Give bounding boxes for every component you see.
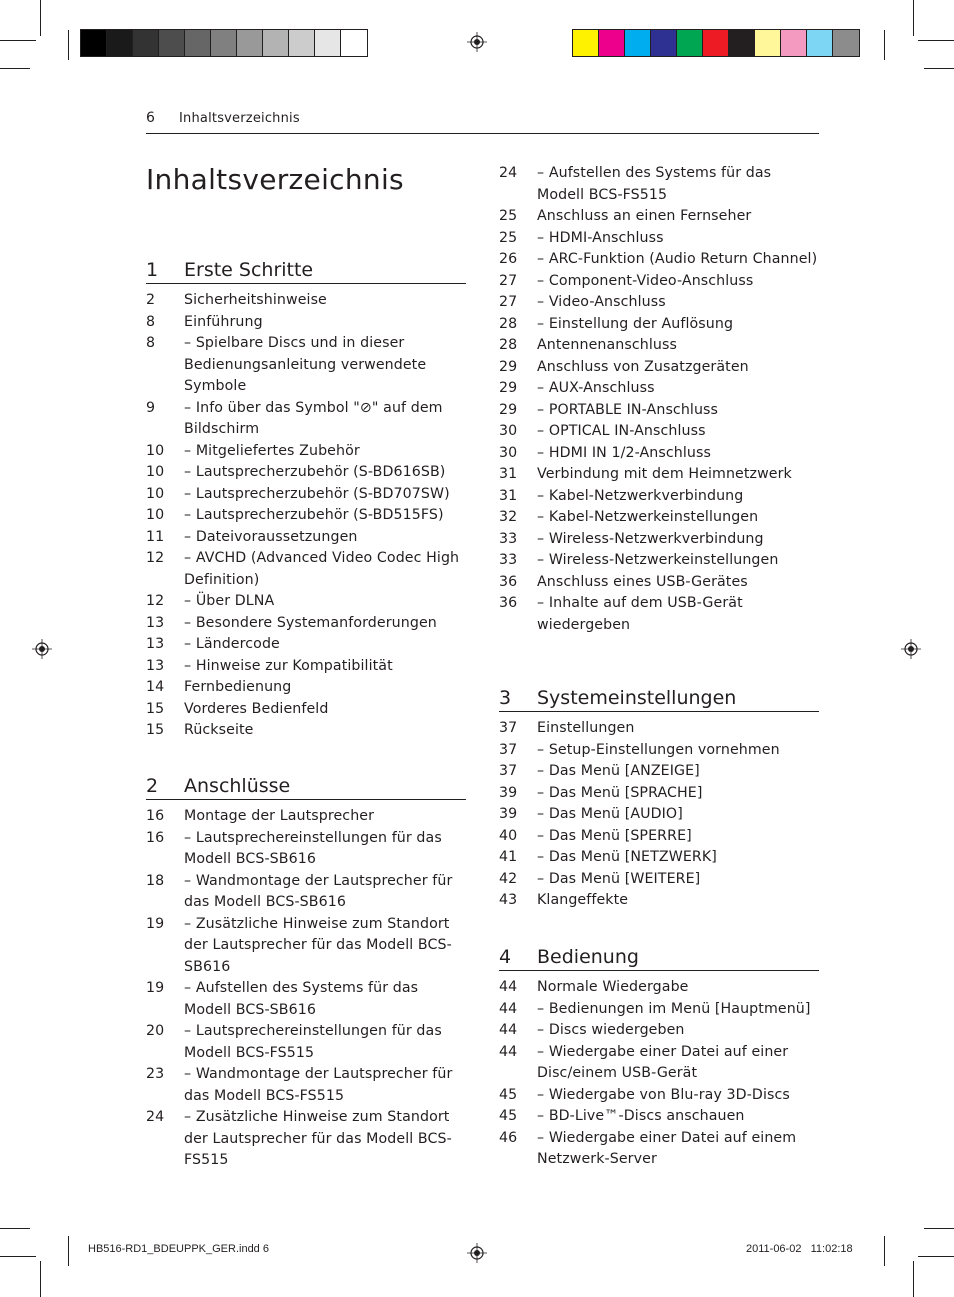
toc-entry-page: 26 [499, 251, 518, 267]
toc-entry-list [146, 290, 468, 742]
toc-entry-page: 40 [499, 827, 518, 844]
toc-entry-page: 45 [499, 1108, 518, 1124]
toc-entry-text: – OPTICAL IN-Anschluss [537, 421, 821, 443]
toc-entry [146, 806, 468, 828]
toc-entry [146, 828, 468, 871]
toc-entry-text: – ARC-Funktion (Audio Return Channel) [537, 249, 821, 271]
toc-entry [499, 529, 821, 551]
toc-entry [499, 421, 821, 443]
crop-mark [0, 40, 36, 41]
crop-mark [918, 1256, 954, 1257]
toc-entry [499, 593, 821, 636]
toc-entry-text: – Zusätzliche Hinweise zum Standort der Lautsprecher für das Modell BCS-FS515 [184, 1107, 468, 1172]
toc-entry-text: Antennenanschluss [537, 337, 677, 353]
toc-entry-text: – AVCHD (Advanced Video Codec High Definition) [184, 548, 468, 591]
toc-entry [146, 462, 468, 484]
toc-entry-text: – Inhalte auf dem USB-Gerät wiedergeben [537, 593, 821, 636]
gray-swatch [159, 30, 185, 56]
process-color-bar [572, 29, 860, 57]
toc-entry-page: 27 [499, 294, 518, 310]
slug-line [68, 30, 69, 60]
toc-entry-page: 11 [146, 528, 165, 545]
toc-entry-page: 28 [499, 337, 518, 353]
toc-entry [146, 978, 468, 1021]
toc-section-2 [146, 775, 466, 1168]
toc-entry-page: 33 [499, 552, 518, 568]
toc-entry-text: – Zusätzliche Hinweise zum Standort der Lautsprecher für das Modell BCS-SB616 [184, 914, 468, 979]
toc-entry [146, 591, 468, 613]
toc-entry-text: Verbindung mit dem Heimnetzwerk [537, 466, 792, 482]
section-heading [499, 946, 819, 971]
grayscale-color-bar [80, 29, 368, 57]
section-number: 2 [146, 775, 159, 797]
color-swatch [755, 30, 781, 56]
toc-entry [499, 357, 821, 379]
toc-entry [146, 1021, 468, 1064]
toc-entry-text: – Wireless-Netzwerkverbindung [537, 529, 821, 551]
gray-swatch [263, 30, 289, 56]
toc-entry-page: 14 [146, 679, 165, 695]
toc-entry-text: – Das Menü [AUDIO] [537, 804, 821, 826]
toc-entry-text: Anschluss von Zusatzgeräten [537, 358, 749, 375]
toc-entry-text: – Wireless-Netzwerkeinstellungen [537, 550, 821, 572]
toc-entry [499, 890, 821, 912]
toc-entry-text: Sicherheitshinweise [184, 292, 327, 308]
registration-mark-icon [467, 32, 487, 52]
toc-entry-page: 27 [499, 272, 518, 289]
color-swatch [807, 30, 833, 56]
gray-swatch [315, 30, 341, 56]
crop-mark [40, 1261, 41, 1297]
toc-entry-page: 25 [499, 208, 518, 224]
toc-entry-page: 30 [499, 444, 518, 461]
toc-entry [499, 271, 821, 293]
toc-entry [499, 486, 821, 508]
toc-entry-page: 44 [499, 1022, 518, 1038]
toc-entry-page: 37 [499, 720, 518, 736]
toc-entry [146, 720, 468, 742]
toc-entry-page: 15 [146, 722, 165, 738]
toc-entry-page: 13 [146, 614, 165, 631]
toc-entry [499, 464, 821, 486]
toc-entry-page: 43 [499, 892, 518, 908]
toc-entry-page: 33 [499, 530, 518, 547]
gray-swatch [81, 30, 107, 56]
toc-entry-text: – HDMI IN 1/2-Anschluss [537, 443, 821, 465]
toc-entry-text: – Das Menü [SPERRE] [537, 826, 821, 848]
toc-entry-page: 10 [146, 464, 165, 480]
toc-entry [146, 398, 468, 441]
toc-entry-page: 28 [499, 315, 518, 332]
toc-entry-page: 23 [146, 1066, 165, 1082]
toc-entry [499, 443, 821, 465]
toc-entry [499, 783, 821, 805]
toc-entry [146, 312, 468, 334]
toc-entry-text: – Discs wiedergeben [537, 1020, 821, 1042]
toc-entry-text: – Lautsprechereinstellungen für das Modell BCS-FS515 [184, 1021, 468, 1064]
toc-entry-page: 29 [499, 401, 518, 418]
gray-swatch [107, 30, 133, 56]
slug-line [884, 30, 885, 60]
section-title: Systemeinstellungen [537, 687, 737, 709]
slug-line [924, 1228, 954, 1229]
toc-entry [146, 699, 468, 721]
color-swatch [703, 30, 729, 56]
color-swatch [625, 30, 651, 56]
page-number: 6 [146, 110, 155, 126]
toc-entry [499, 206, 821, 228]
gray-swatch [289, 30, 315, 56]
toc-entry-page: 44 [499, 1000, 518, 1017]
toc-entry [146, 1064, 468, 1107]
toc-entry [499, 740, 821, 762]
color-swatch [677, 30, 703, 56]
page-title: Inhaltsverzeichnis [146, 163, 404, 196]
toc-entry-page: 31 [499, 466, 518, 482]
toc-entry-text: – Component-Video-Anschluss [537, 271, 821, 293]
toc-entry-page: 24 [499, 165, 518, 181]
section-number: 3 [499, 687, 512, 709]
toc-entry [499, 163, 821, 206]
color-swatch [833, 30, 859, 56]
toc-entry-text: – Info über das Symbol "⊘" auf dem Bildschirm [184, 398, 468, 441]
toc-entry-page: 13 [146, 636, 165, 652]
toc-entry [146, 505, 468, 527]
running-title: Inhaltsverzeichnis [179, 111, 300, 126]
slug-line [884, 1236, 885, 1266]
toc-entry [146, 484, 468, 506]
toc-entry-page: 32 [499, 509, 518, 525]
toc-entry-page: 46 [499, 1129, 518, 1146]
section-heading [146, 775, 466, 800]
toc-entry-text: Montage der Lautsprecher [184, 808, 375, 824]
toc-entry [146, 333, 468, 398]
toc-entry [146, 613, 468, 635]
toc-entry [499, 292, 821, 314]
toc-entry-text: – PORTABLE IN-Anschluss [537, 400, 821, 422]
toc-entry [146, 548, 468, 591]
section-heading [146, 259, 466, 284]
toc-entry [499, 249, 821, 271]
toc-entry-page: 16 [146, 829, 165, 846]
registration-mark-icon [901, 639, 921, 659]
toc-entry-page: 19 [146, 980, 165, 996]
toc-entry-text: – Einstellung der Auflösung [537, 314, 821, 336]
section-title: Erste Schritte [184, 259, 314, 281]
toc-entry-page: 10 [146, 442, 165, 459]
crop-mark [918, 40, 954, 41]
toc-entry-text: – HDMI-Anschluss [537, 228, 821, 250]
toc-entry [499, 314, 821, 336]
toc-entry-text: – Bedienungen im Menü [Hauptmenü] [537, 999, 821, 1021]
toc-entry-page: 15 [146, 700, 165, 717]
toc-entry [499, 761, 821, 783]
toc-entry-text: – Das Menü [ANZEIGE] [537, 761, 821, 783]
toc-entry-page: 30 [499, 423, 518, 439]
toc-entry [146, 527, 468, 549]
toc-entry-text: – Kabel-Netzwerkeinstellungen [537, 507, 821, 529]
toc-entry [499, 378, 821, 400]
toc-entry-list [499, 977, 821, 1171]
toc-entry-list [499, 718, 821, 912]
toc-entry-page: 2 [146, 292, 156, 308]
toc-entry [499, 228, 821, 250]
crop-mark [913, 0, 914, 36]
toc-section-1 [146, 259, 466, 738]
gray-swatch [211, 30, 237, 56]
toc-entry [499, 1042, 821, 1085]
toc-entry [499, 869, 821, 891]
toc-entry [499, 1106, 821, 1128]
toc-entry-page: 29 [499, 380, 518, 396]
toc-entry [146, 634, 468, 656]
toc-entry [499, 999, 821, 1021]
toc-entry-text: Klangeffekte [537, 892, 629, 908]
toc-entry [146, 441, 468, 463]
color-swatch [599, 30, 625, 56]
toc-entry-text: – Wiedergabe einer Datei auf einer Disc/einem USB-Gerät [537, 1042, 821, 1085]
toc-entry [499, 572, 821, 594]
section-number: 1 [146, 259, 159, 281]
toc-entry-text: – Lautsprechereinstellungen für das Modell BCS-SB616 [184, 828, 468, 871]
toc-entry-page: 25 [499, 229, 518, 246]
toc-entry-text: Anschluss an einen Fernseher [537, 208, 752, 224]
toc-entry-page: 31 [499, 487, 518, 504]
crop-mark [913, 1261, 914, 1297]
toc-entry-text: – Mitgeliefertes Zubehör [184, 441, 468, 463]
crop-mark [40, 0, 41, 36]
toc-entry-text: – Lautsprecherzubehör (S-BD616SB) [184, 462, 468, 484]
toc-entry-page: 36 [499, 595, 518, 611]
toc-entry [146, 1107, 468, 1172]
toc-entry [499, 977, 821, 999]
toc-entry-text: – AUX-Anschluss [537, 378, 821, 400]
toc-entry-text: – Hinweise zur Kompatibilität [184, 656, 468, 678]
toc-entry-page: 41 [499, 849, 518, 865]
toc-entry-page: 12 [146, 593, 165, 609]
toc-entry-text: – Aufstellen des Systems für das Modell BCS-SB616 [184, 978, 468, 1021]
toc-entry-text: Anschluss eines USB-Gerätes [537, 573, 748, 590]
gray-swatch [237, 30, 263, 56]
file-info: HB516-RD1_BDEUPPK_GER.indd 6 [88, 1243, 269, 1255]
toc-section-4 [499, 946, 819, 1167]
color-swatch [781, 30, 807, 56]
toc-entry-text: – Aufstellen des Systems für das Modell BCS-FS515 [537, 163, 821, 206]
toc-entry-text: – Wandmontage der Lautsprecher für das Modell BCS-FS515 [184, 1064, 468, 1107]
toc-entry [499, 804, 821, 826]
toc-entry-page: 36 [499, 573, 518, 590]
color-swatch [651, 30, 677, 56]
toc-entry-text: – Video-Anschluss [537, 292, 821, 314]
toc-entry-page: 39 [499, 806, 518, 822]
toc-entry-text: – Wandmontage der Lautsprecher für das Modell BCS-SB616 [184, 871, 468, 914]
toc-entry-page: 13 [146, 657, 165, 674]
toc-section-3 [499, 687, 819, 908]
toc-entry-text: – Kabel-Netzwerkverbindung [537, 486, 821, 508]
toc-entry [499, 1020, 821, 1042]
toc-entry-text: – Wiedergabe von Blu-ray 3D-Discs [537, 1085, 821, 1107]
registration-mark-icon [32, 639, 52, 659]
toc-entry [499, 335, 821, 357]
toc-entry-page: 16 [146, 808, 165, 824]
toc-entry-page: 39 [499, 784, 518, 801]
date-info: 2011-06-02 11:02:18 [746, 1243, 853, 1255]
toc-entry-text: – Das Menü [WEITERE] [537, 869, 821, 891]
toc-entry-page: 18 [146, 872, 165, 889]
toc-entry-page: 37 [499, 741, 518, 758]
toc-entry [146, 914, 468, 979]
toc-entry-page: 10 [146, 485, 165, 502]
toc-entry-text: Einstellungen [537, 720, 635, 736]
slug-line [68, 1236, 69, 1266]
toc-entry-text: Rückseite [184, 722, 254, 738]
toc-entry-text: – Dateivoraussetzungen [184, 527, 468, 549]
slug-line [0, 1228, 30, 1229]
gray-swatch [341, 30, 367, 56]
toc-entry-page: 10 [146, 507, 165, 523]
toc-entry-page: 8 [146, 335, 156, 351]
toc-entry-text: – Spielbare Discs und in dieser Bedienungsanleitung verwendete Symbole [184, 333, 468, 398]
toc-entry-page: 45 [499, 1086, 518, 1103]
toc-entry-page: 37 [499, 763, 518, 779]
section-number: 4 [499, 946, 512, 968]
toc-entry [146, 290, 468, 312]
color-swatch [729, 30, 755, 56]
toc-entry-text: Einführung [184, 313, 263, 330]
toc-entry-list [146, 806, 468, 1172]
toc-entry-page: 20 [146, 1023, 165, 1039]
toc-entry-text: – Ländercode [184, 634, 468, 656]
toc-entry [499, 847, 821, 869]
slug-line [0, 68, 30, 69]
toc-entry-text: – Besondere Systemanforderungen [184, 613, 468, 635]
color-swatch [573, 30, 599, 56]
toc-entry-text: – Das Menü [NETZWERK] [537, 847, 821, 869]
header-rule [146, 133, 819, 134]
slug-line [924, 68, 954, 69]
toc-entry-page: 12 [146, 550, 165, 566]
section-title: Anschlüsse [184, 775, 291, 797]
toc-entry [499, 1085, 821, 1107]
toc-entry-page: 44 [499, 979, 518, 995]
toc-entry [499, 826, 821, 848]
toc-entry-page: 9 [146, 399, 156, 416]
toc-entry-text: – BD-Live™-Discs anschauen [537, 1106, 821, 1128]
toc-entry [499, 550, 821, 572]
toc-entry-page: 24 [146, 1109, 165, 1125]
toc-entry [499, 718, 821, 740]
toc-entry-text: – Das Menü [SPRACHE] [537, 783, 821, 805]
toc-entry [499, 507, 821, 529]
toc-entry-text: Vorderes Bedienfeld [184, 700, 329, 717]
toc-entry-page: 8 [146, 313, 156, 330]
toc-entry [146, 677, 468, 699]
toc-entry-text: Normale Wiedergabe [537, 979, 689, 995]
toc-entry-page: 19 [146, 915, 165, 932]
toc-entry [499, 1128, 821, 1171]
section-title: Bedienung [537, 946, 639, 968]
toc-entry-text: – Lautsprecherzubehör (S-BD515FS) [184, 505, 468, 527]
toc-entry [146, 656, 468, 678]
section-heading [499, 687, 819, 712]
toc-entry-list [499, 163, 821, 636]
registration-mark-icon [467, 1243, 487, 1263]
crop-mark [0, 1256, 36, 1257]
toc-entry [146, 871, 468, 914]
toc-entry-text: – Setup-Einstellungen vornehmen [537, 740, 821, 762]
toc-entry-page: 29 [499, 358, 518, 375]
toc-entry-text: – Lautsprecherzubehör (S-BD707SW) [184, 484, 468, 506]
toc-entry-page: 42 [499, 870, 518, 887]
toc-entry-text: – Wiedergabe einer Datei auf einem Netzwerk-Server [537, 1128, 821, 1171]
gray-swatch [133, 30, 159, 56]
toc-entry-text: – Über DLNA [184, 591, 468, 613]
toc-entry-page: 44 [499, 1043, 518, 1060]
toc-entry [499, 400, 821, 422]
toc-entry-text: Fernbedienung [184, 679, 292, 695]
gray-swatch [185, 30, 211, 56]
